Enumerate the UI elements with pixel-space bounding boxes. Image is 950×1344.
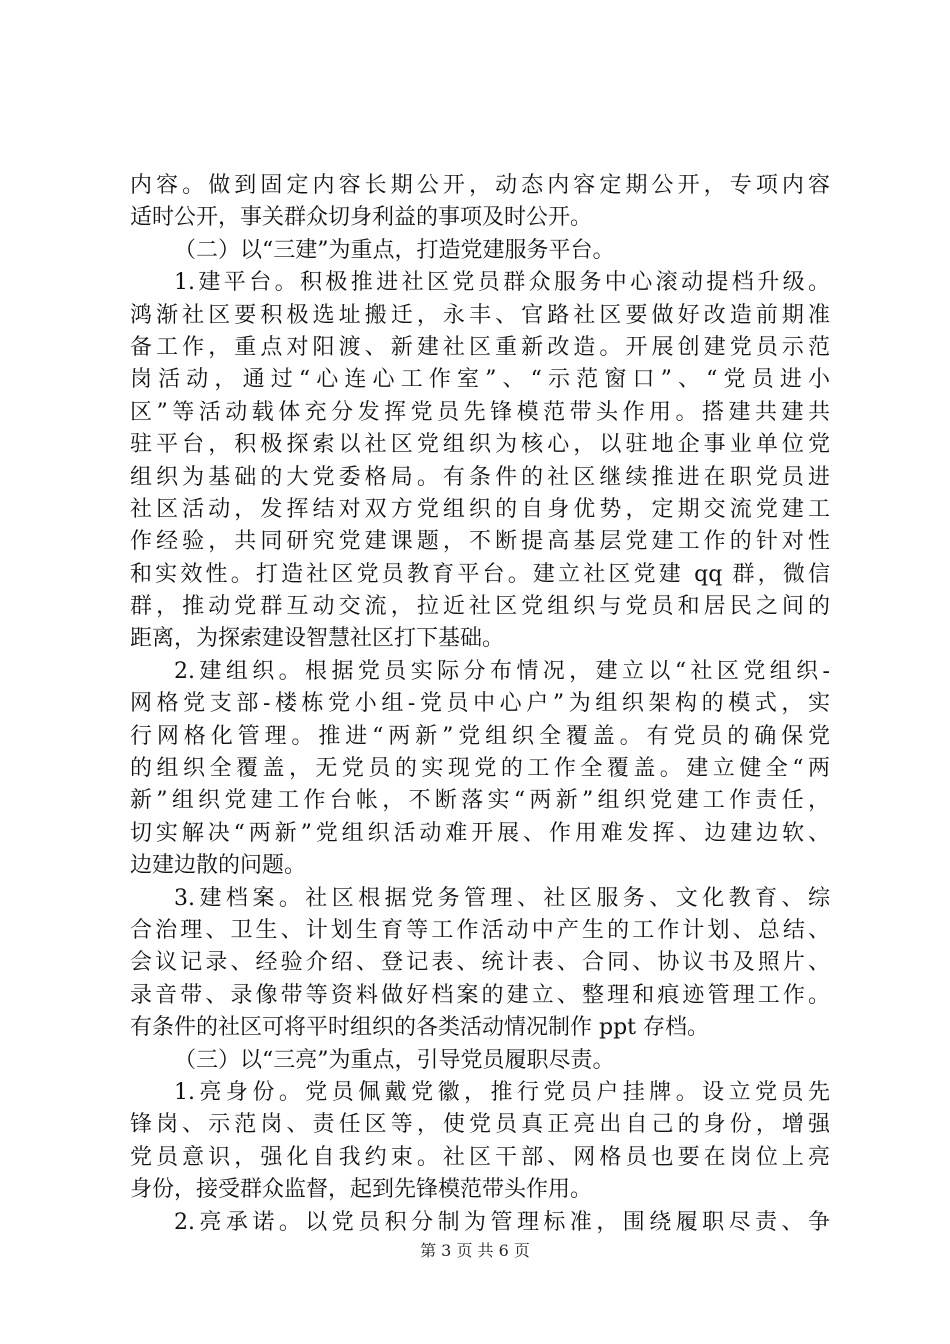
- text-line: 备工作，重点对阳渡、新建社区重新改造。开展创建党员示范: [130, 334, 830, 360]
- text-line: 岗活动，通过“心连心工作室”、“示范窗口”、“党员进小: [130, 367, 830, 393]
- text-line: 2.亮承诺。以党员积分制为管理标准，围绕履职尽责、争: [174, 1209, 830, 1235]
- text-line: 社区活动，发挥结对双方党组织的自身优势，定期交流党建工: [130, 496, 830, 522]
- text-line: 党员意识，强化自我约束。社区干部、网格员也要在岗位上亮: [130, 1144, 830, 1170]
- text-line: 1.亮身份。党员佩戴党徽，推行党员户挂牌。设立党员先: [174, 1079, 830, 1105]
- text-line: 身份，接受群众监督，起到先锋模范带头作用。: [130, 1177, 593, 1203]
- text-line: 内容。做到固定内容长期公开，动态内容定期公开，专项内容: [130, 173, 830, 198]
- text-line: 驻平台，积极探索以社区党组织为核心，以驻地企事业单位党: [130, 432, 830, 458]
- text-line: 新”组织党建工作台帐，不断落实“两新”组织党建工作责任，: [130, 788, 830, 814]
- text-line: 适时公开，事关群众切身利益的事项及时公开。: [130, 205, 593, 231]
- text-line: 3.建档案。社区根据党务管理、社区服务、文化教育、综: [174, 885, 830, 911]
- text-line: 和实效性。打造社区党员教育平台。建立社区党建 qq 群，微信: [130, 561, 830, 587]
- page-footer: 第 3 页 共 6 页: [420, 1241, 530, 1260]
- text-line: 的组织全覆盖，无党员的实现党的工作全覆盖。建立健全“两: [130, 756, 830, 782]
- text-line: 区”等活动载体充分发挥党员先锋模范带头作用。搭建共建共: [130, 399, 830, 425]
- text-line: 2.建组织。根据党员实际分布情况，建立以“社区党组织-: [174, 658, 830, 684]
- text-line: 1.建平台。积极推进社区党员群众服务中心滚动提档升级。: [174, 270, 830, 296]
- text-line: （三）以“三亮”为重点，引导党员履职尽责。: [174, 1047, 615, 1073]
- text-line: 锋岗、示范岗、责任区等，使党员真正亮出自己的身份，增强: [130, 1112, 830, 1138]
- text-line: （二）以“三建”为重点，打造党建服务平台。: [174, 237, 615, 263]
- body-text: [130, 170, 830, 1239]
- text-line: 合治理、卫生、计划生育等工作活动中产生的工作计划、总结、: [130, 917, 830, 943]
- text-line: 鸿渐社区要积极选址搬迁，永丰、官路社区要做好改造前期准: [130, 302, 830, 328]
- text-line: 边建边散的问题。: [130, 853, 307, 879]
- text-line: 有条件的社区可将平时组织的各类活动情况制作 ppt 存档。: [130, 1015, 709, 1041]
- text-line: 会议记录、经验介绍、登记表、统计表、合同、协议书及照片、: [130, 950, 830, 976]
- text-line: 行网格化管理。推进“两新”党组织全覆盖。有党员的确保党: [130, 723, 830, 749]
- text-line: 网格党支部-楼栋党小组-党员中心户”为组织架构的模式，实: [130, 691, 830, 717]
- text-line: 切实解决“两新”党组织活动难开展、作用难发挥、边建边软、: [130, 820, 830, 846]
- text-line: 录音带、录像带等资料做好档案的建立、整理和痕迹管理工作。: [130, 982, 830, 1008]
- text-line: 距离，为探索建设智慧社区打下基础。: [130, 626, 505, 652]
- text-line: 组织为基础的大党委格局。有条件的社区继续推进在职党员进: [130, 464, 830, 490]
- text-line: 群，推动党群互动交流，拉近社区党组织与党员和居民之间的: [130, 594, 830, 620]
- text-line: 作经验，共同研究党建课题，不断提高基层党建工作的针对性: [130, 529, 830, 555]
